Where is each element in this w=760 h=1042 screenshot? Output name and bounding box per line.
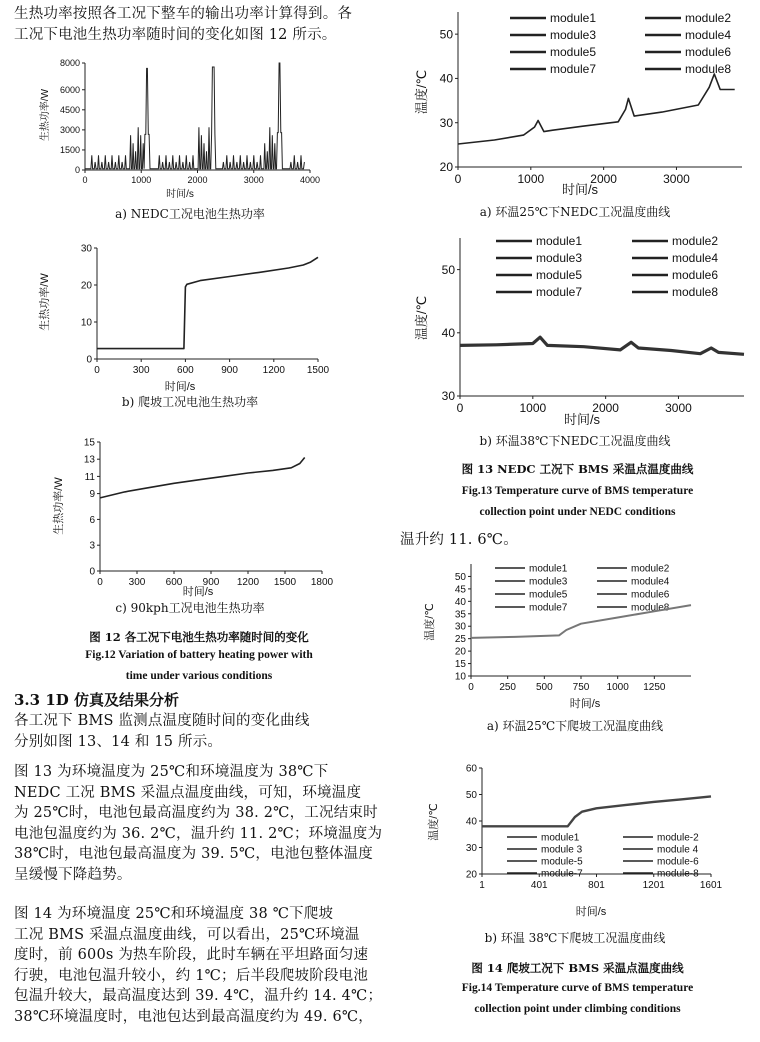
y-tick-label: 0 — [86, 354, 92, 366]
y-tick-label: 15 — [454, 659, 466, 671]
y-tick-label: 9 — [89, 489, 95, 501]
text-line: 工况下电池生热功率随时间的变化如图 12 所示。 — [14, 26, 337, 43]
y-axis-label: 生热功率/W — [40, 88, 51, 142]
x-axis-label: 时间/s — [182, 586, 214, 598]
fig14-title-en — [400, 978, 755, 1020]
y-tick-label: 30 — [454, 621, 466, 633]
x-tick-label: 1000 — [519, 401, 547, 415]
y-tick-label: 45 — [454, 584, 466, 596]
x-tick-label: 3000 — [665, 401, 692, 415]
x-tick-label: 0 — [456, 401, 464, 415]
text-line: time under various conditions — [125, 670, 273, 682]
x-tick-label: 1000 — [131, 175, 152, 185]
legend-label: module-7 — [541, 868, 583, 880]
y-tick-label: 60 — [465, 763, 477, 775]
x-tick-label: 801 — [588, 880, 605, 891]
legend-label: module2 — [672, 234, 719, 249]
x-tick-label: 500 — [535, 682, 553, 693]
text-line: Fig.12 Variation of battery heating power with — [85, 649, 313, 661]
x-tick-label: 1000 — [517, 172, 545, 186]
text-line: collection point under climbing conditions — [474, 1003, 681, 1015]
y-tick-label: 30 — [441, 389, 455, 404]
y-tick-label: 50 — [441, 262, 455, 277]
paragraph-a — [14, 711, 310, 752]
legend-label: module4 — [631, 576, 670, 588]
x-tick-label: 1200 — [262, 365, 285, 376]
text-line: 电池包温度约为 36. 2℃，温升约 11. 2℃；环境温度为 — [14, 825, 383, 842]
text-line: NEDC 工况 BMS 采温点温度曲线，可知，环境温度 — [14, 784, 362, 801]
legend-label: module-5 — [541, 856, 583, 868]
text-line: Fig.14 Temperature curve of BMS temperature — [461, 982, 694, 994]
x-axis-label: 时间/s — [166, 189, 194, 200]
x-tick-label: 300 — [132, 365, 150, 376]
legend-label: module8 — [685, 62, 732, 77]
chart-fig13b — [410, 228, 750, 430]
x-tick-label: 0 — [454, 172, 462, 186]
x-tick-label: 1 — [479, 880, 485, 891]
legend-label: module3 — [550, 28, 597, 43]
fig13a-caption: a) 环温25℃下NEDC工况温度曲线 — [479, 205, 671, 219]
text-line: 38℃时，电池包最高温度为 39. 5℃，电池包整体温度 — [14, 846, 373, 862]
x-tick-label: 250 — [499, 682, 517, 693]
legend-label: module2 — [685, 11, 732, 26]
y-tick-label: 50 — [454, 571, 466, 583]
y-tick-label: 0 — [89, 566, 95, 578]
fig13-title-cn: 图 13 NEDC 工况下 BMS 采温点温度曲线 — [461, 462, 694, 476]
x-tick-label: 0 — [97, 577, 103, 588]
y-tick-label: 20 — [80, 280, 92, 292]
y-axis-label: 生热功率/W — [53, 477, 65, 535]
legend-label: module4 — [685, 28, 732, 43]
y-axis-label: 温度/℃ — [428, 803, 440, 841]
legend-label: module3 — [536, 251, 583, 266]
series-line — [471, 602, 691, 638]
y-tick-label: 3 — [89, 540, 95, 552]
y-tick-label: 40 — [439, 71, 453, 86]
y-axis-label: 生热功率/W — [39, 273, 51, 331]
x-tick-label: 4000 — [299, 175, 320, 185]
text-line: 包温升较大，最高温度达到 39. 4℃，温升约 14. 4℃； — [14, 988, 383, 1004]
legend-label: module1 — [541, 832, 580, 844]
x-tick-label: 2000 — [592, 401, 619, 415]
x-tick-label: 1601 — [699, 880, 723, 891]
legend-label: module 3 — [541, 844, 583, 856]
x-tick-label: 1201 — [642, 880, 665, 891]
y-tick-label: 20 — [454, 646, 466, 658]
text-line-temp-rise: 温升约 11. 6℃。 — [400, 532, 518, 548]
legend-label: module8 — [672, 285, 719, 300]
x-tick-label: 600 — [165, 577, 183, 588]
y-tick-label: 13 — [83, 454, 95, 466]
x-axis-label: 时间/s — [569, 698, 601, 710]
text-line: 行驶，电池包温升较小，约 1℃；后半段爬坡阶段电池 — [14, 967, 369, 984]
legend-label: module5 — [529, 589, 568, 601]
x-tick-label: 750 — [572, 682, 590, 693]
legend-label: module3 — [529, 576, 568, 588]
x-tick-label: 1800 — [310, 577, 334, 588]
text-line: 38℃环境温度时，电池包达到最高温度约为 49. 6℃， — [14, 1008, 373, 1025]
y-axis-label: 温度/℃ — [414, 69, 429, 115]
fig14-title-cn: 图 14 爬坡工况下 BMS 采温点温度曲线 — [471, 961, 684, 975]
text-line: 为 25℃时，电池包最高温度约为 38. 2℃，工况结束时 — [14, 805, 378, 821]
legend-label: module1 — [536, 234, 583, 249]
series-line — [460, 337, 744, 354]
y-tick-label: 0 — [74, 165, 80, 176]
y-tick-label: 3000 — [59, 125, 80, 136]
legend-label: module-2 — [657, 832, 699, 844]
series-line — [97, 257, 318, 348]
fig12-title-cn: 图 12 各工况下电池生热功率随时间的变化 — [89, 630, 309, 644]
fig14b-caption: b) 环温 38℃下爬坡工况温度曲线 — [484, 931, 666, 945]
y-tick-label: 20 — [439, 160, 453, 175]
legend-label: module7 — [550, 62, 597, 77]
x-tick-label: 600 — [177, 365, 194, 376]
text-line: 图 14 为环境温度 25℃和环境温度 38 ℃下爬坡 — [14, 906, 334, 922]
legend-label: module-8 — [657, 868, 699, 880]
x-tick-label: 2000 — [187, 175, 208, 185]
text-line: 分别如图 13、14 和 15 所示。 — [14, 733, 223, 750]
legend-label: module5 — [550, 45, 597, 60]
x-tick-label: 3000 — [663, 172, 690, 186]
y-axis-label: 温度/℃ — [414, 295, 429, 341]
text-line: 工况 BMS 采温点温度曲线，可以看出，25℃环境温 — [14, 926, 360, 943]
legend-label: module7 — [529, 602, 568, 614]
chart-fig13a — [410, 2, 750, 202]
x-tick-label: 1000 — [606, 682, 629, 693]
y-tick-label: 15 — [83, 437, 95, 449]
x-axis-label: 时间/s — [561, 182, 599, 197]
legend-label: module6 — [631, 589, 670, 601]
x-tick-label: 900 — [221, 365, 238, 376]
fig12c-caption: c) 90kph工况电池生热功率 — [115, 601, 265, 615]
legend-label: module7 — [536, 285, 583, 300]
x-tick-label: 2000 — [590, 172, 617, 186]
x-axis-label: 时间/s — [575, 906, 607, 918]
x-tick-label: 401 — [530, 880, 548, 891]
x-axis-label: 时间/s — [563, 412, 601, 427]
series-line — [458, 74, 735, 144]
fig13-title-en — [400, 481, 755, 523]
y-tick-label: 30 — [465, 843, 477, 854]
chart-fig12c — [40, 432, 340, 600]
x-tick-label: 1200 — [236, 577, 260, 588]
y-axis-label: 温度/℃ — [424, 603, 436, 641]
x-tick-label: 1500 — [306, 365, 330, 376]
intro-paragraph — [14, 4, 352, 45]
y-tick-label: 20 — [465, 869, 477, 881]
y-tick-label: 1500 — [59, 145, 80, 156]
x-tick-label: 900 — [202, 577, 220, 588]
x-tick-label: 0 — [82, 175, 88, 185]
y-tick-label: 4500 — [59, 104, 80, 115]
legend-label: module 4 — [657, 844, 699, 856]
paragraph-b — [14, 762, 382, 885]
x-tick-label: 0 — [94, 365, 100, 376]
x-tick-label: 0 — [468, 682, 474, 693]
y-tick-label: 40 — [454, 596, 466, 608]
series-line — [85, 63, 304, 169]
legend-label: module-6 — [657, 856, 699, 868]
chart-fig14a — [415, 556, 715, 716]
legend-label: module6 — [685, 45, 732, 60]
text-line: 度时，前 600s 为热车阶段，此时车辆在平坦路面匀速 — [14, 947, 369, 963]
y-tick-label: 6 — [89, 514, 95, 526]
x-tick-label: 3000 — [243, 175, 264, 185]
legend-label: module2 — [631, 563, 670, 575]
fig14a-caption: a) 环温25℃下爬坡工况温度曲线 — [486, 719, 664, 733]
y-tick-label: 30 — [80, 243, 92, 255]
legend-label: module5 — [536, 268, 583, 283]
legend-label: module4 — [672, 251, 719, 266]
chart-fig12b — [30, 238, 330, 393]
chart-fig14b — [415, 760, 725, 920]
legend-label: module1 — [550, 11, 597, 26]
series-line — [482, 796, 711, 826]
text-line: 图 13 为环境温度为 25℃和环境温度为 38℃下 — [14, 764, 329, 780]
text-line: 生热功率按照各工况下整车的输出功率计算得到。各 — [14, 6, 353, 22]
y-tick-label: 11 — [84, 471, 95, 483]
legend-label: module8 — [631, 602, 670, 614]
y-tick-label: 30 — [439, 115, 453, 130]
y-tick-label: 6000 — [59, 84, 80, 95]
section-heading: 3.3 1D 仿真及结果分析 — [14, 691, 179, 709]
y-tick-label: 35 — [454, 609, 466, 621]
legend-label: module1 — [529, 563, 568, 575]
x-tick-label: 300 — [128, 577, 146, 588]
chart-fig12a — [30, 55, 320, 205]
fig13b-caption: b) 环温38℃下NEDC工况温度曲线 — [479, 434, 671, 448]
legend-label: module6 — [672, 268, 719, 283]
y-tick-label: 10 — [80, 317, 92, 329]
x-tick-label: 1500 — [273, 577, 297, 588]
fig12a-caption: a) NEDC工况电池生热功率 — [115, 207, 265, 221]
y-tick-label: 8000 — [59, 58, 80, 69]
text-line: 各工况下 BMS 监测点温度随时间的变化曲线 — [14, 713, 310, 729]
text-line: Fig.13 Temperature curve of BMS temperature — [461, 485, 694, 497]
x-axis-label: 时间/s — [164, 381, 196, 393]
y-tick-label: 40 — [465, 816, 477, 828]
text-line: 呈缓慢下降趋势。 — [14, 866, 132, 883]
fig12b-caption: b) 爬坡工况电池生热功率 — [121, 395, 259, 409]
paragraph-c — [14, 904, 382, 1027]
y-tick-label: 50 — [465, 790, 477, 801]
y-tick-label: 50 — [439, 27, 453, 42]
x-tick-label: 1250 — [643, 682, 666, 693]
series-line — [100, 458, 305, 498]
y-tick-label: 10 — [454, 671, 466, 683]
fig12-title-en — [14, 645, 384, 687]
text-line: collection point under NEDC conditions — [479, 506, 676, 518]
y-tick-label: 25 — [454, 634, 466, 646]
y-tick-label: 40 — [441, 326, 455, 340]
